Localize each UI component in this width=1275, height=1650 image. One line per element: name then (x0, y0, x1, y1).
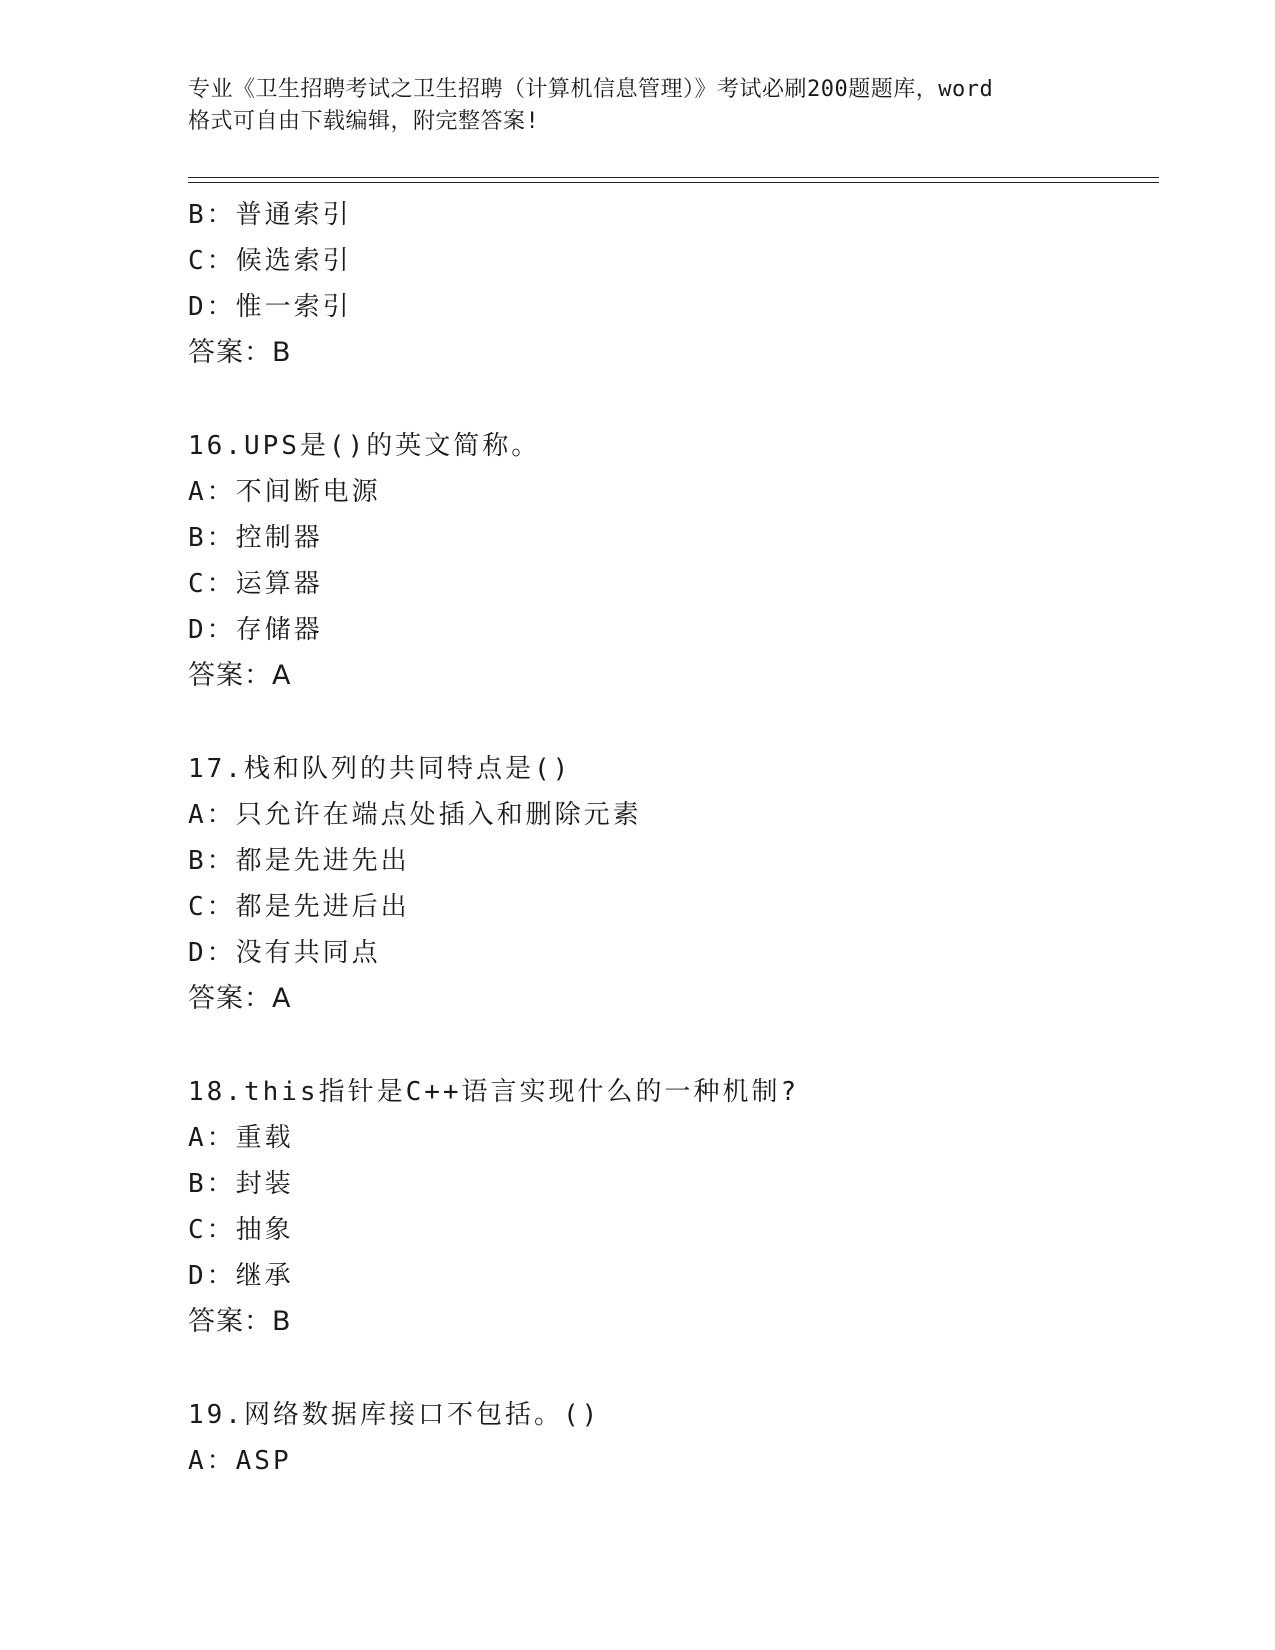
option-b: B：控制器 (188, 523, 323, 553)
option-d: D：继承 (188, 1261, 294, 1291)
question-16 (188, 423, 1188, 699)
header-rule-top (188, 177, 1159, 178)
answer-line: 答案：A (188, 983, 292, 1014)
option-d: D：没有共同点 (188, 938, 381, 968)
question-stem: 17.栈和队列的共同特点是() (188, 754, 572, 784)
option-c: C：抽象 (188, 1215, 294, 1245)
document-header (188, 74, 1088, 138)
option-c: C：都是先进后出 (188, 892, 410, 922)
answer-line: 答案：B (188, 1306, 292, 1337)
option-a: A：不间断电源 (188, 477, 381, 507)
header-rule-bottom (188, 182, 1159, 183)
question-list (188, 192, 1188, 1484)
option-c: C：候选索引 (188, 246, 352, 276)
option-d: D：存储器 (188, 615, 323, 645)
question-18 (188, 1069, 1188, 1345)
answer-line: 答案：B (188, 337, 292, 368)
spacer (188, 1345, 1188, 1392)
answer-line: 答案：A (188, 660, 292, 691)
option-b: B：封装 (188, 1169, 294, 1199)
question-stem: 18.this指针是C++语言实现什么的一种机制? (188, 1077, 800, 1107)
option-a: A：只允许在端点处插入和删除元素 (188, 800, 642, 830)
header-line-2: 格式可自由下载编辑，附完整答案! (188, 109, 540, 134)
option-a: A：重载 (188, 1123, 294, 1153)
option-b: B：都是先进先出 (188, 846, 410, 876)
option-a: A：ASP (188, 1446, 292, 1476)
question-17 (188, 746, 1188, 1022)
spacer (188, 1022, 1188, 1069)
question-stem: 16.UPS是()的英文简称。 (188, 431, 541, 461)
spacer (188, 376, 1188, 423)
spacer (188, 699, 1188, 746)
option-d: D：惟一索引 (188, 292, 352, 322)
question-19 (188, 1392, 1188, 1484)
option-c: C：运算器 (188, 569, 323, 599)
question-stem: 19.网络数据库接口不包括。() (188, 1400, 601, 1430)
question-15-continued (188, 192, 1188, 376)
header-line-1: 专业《卫生招聘考试之卫生招聘（计算机信息管理）》考试必刷200题题库，word (188, 77, 994, 102)
option-b: B：普通索引 (188, 200, 352, 230)
